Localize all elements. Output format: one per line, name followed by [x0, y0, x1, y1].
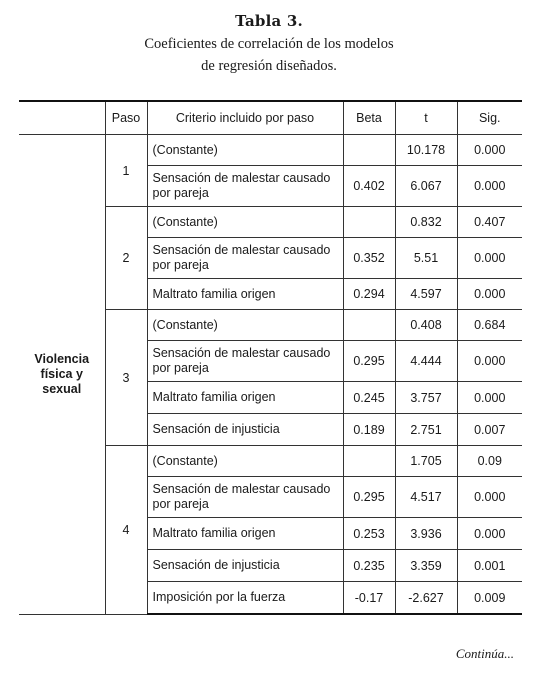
- beta-cell: 0.253: [343, 518, 395, 550]
- beta-cell: 0.235: [343, 550, 395, 582]
- sig-cell: 0.000: [457, 477, 522, 518]
- table-header-row: [19, 101, 522, 135]
- sig-cell: 0.684: [457, 310, 522, 341]
- criterion-cell: (Constante): [147, 446, 343, 477]
- sig-cell: 0.000: [457, 382, 522, 414]
- step-cell: 3: [105, 310, 147, 446]
- t-cell: 0.832: [395, 207, 457, 238]
- criterion-cell: Sensación de malestar causado por pareja: [147, 238, 343, 279]
- sig-cell: 0.007: [457, 414, 522, 446]
- beta-cell: [343, 446, 395, 477]
- column-header-beta: Beta: [343, 101, 395, 135]
- criterion-cell: Maltrato familia origen: [147, 518, 343, 550]
- criterion-cell: (Constante): [147, 135, 343, 166]
- t-cell: 2.751: [395, 414, 457, 446]
- table-subtitle-line2: de regresión diseñados.: [201, 58, 337, 74]
- beta-cell: [343, 135, 395, 166]
- sig-cell: 0.001: [457, 550, 522, 582]
- step-cell: 4: [105, 446, 147, 615]
- t-cell: 4.444: [395, 341, 457, 382]
- column-header-sig: Sig.: [457, 101, 522, 135]
- criterion-cell: Maltrato familia origen: [147, 382, 343, 414]
- column-header-paso: Paso: [105, 101, 147, 135]
- group-label: [19, 135, 105, 615]
- sig-cell: 0.09: [457, 446, 522, 477]
- sig-cell: 0.009: [457, 582, 522, 615]
- beta-cell: [343, 207, 395, 238]
- beta-cell: 0.402: [343, 166, 395, 207]
- t-cell: 6.067: [395, 166, 457, 207]
- t-cell: 1.705: [395, 446, 457, 477]
- t-cell: 10.178: [395, 135, 457, 166]
- beta-cell: 0.295: [343, 341, 395, 382]
- criterion-cell: Sensación de malestar causado por pareja: [147, 166, 343, 207]
- sig-cell: 0.000: [457, 238, 522, 279]
- t-cell: 3.757: [395, 382, 457, 414]
- criterion-cell: Sensación de malestar causado por pareja: [147, 477, 343, 518]
- step-cell: 1: [105, 135, 147, 207]
- t-cell: -2.627: [395, 582, 457, 615]
- sig-cell: 0.000: [457, 341, 522, 382]
- criterion-cell: Sensación de malestar causado por pareja: [147, 341, 343, 382]
- t-cell: 3.936: [395, 518, 457, 550]
- t-cell: 3.359: [395, 550, 457, 582]
- criterion-cell: Imposición por la fuerza: [147, 582, 343, 615]
- column-header-t: t: [395, 101, 457, 135]
- group-label-text: Violencia física y sexual: [34, 351, 90, 396]
- criterion-cell: (Constante): [147, 207, 343, 238]
- step-cell: 2: [105, 207, 147, 310]
- sig-cell: 0.000: [457, 279, 522, 310]
- beta-cell: [343, 310, 395, 341]
- sig-cell: 0.000: [457, 135, 522, 166]
- table-title: Tabla 3.: [235, 12, 303, 30]
- beta-cell: 0.295: [343, 477, 395, 518]
- criterion-cell: Sensación de injusticia: [147, 550, 343, 582]
- correlation-table: [19, 100, 522, 615]
- continued-note: Continúa...: [455, 646, 514, 661]
- t-cell: 4.517: [395, 477, 457, 518]
- beta-cell: 0.189: [343, 414, 395, 446]
- column-header-criterio: Criterio incluido por paso: [147, 101, 343, 135]
- criterion-cell: Maltrato familia origen: [147, 279, 343, 310]
- beta-cell: -0.17: [343, 582, 395, 615]
- column-header-group: [19, 101, 105, 135]
- sig-cell: 0.000: [457, 166, 522, 207]
- table-subtitle-line1: Coeficientes de correlación de los modelos: [144, 36, 394, 52]
- sig-cell: 0.000: [457, 518, 522, 550]
- t-cell: 4.597: [395, 279, 457, 310]
- criterion-cell: (Constante): [147, 310, 343, 341]
- beta-cell: 0.352: [343, 238, 395, 279]
- table-row: [19, 135, 522, 166]
- beta-cell: 0.294: [343, 279, 395, 310]
- t-cell: 5.51: [395, 238, 457, 279]
- t-cell: 0.408: [395, 310, 457, 341]
- criterion-cell: Sensación de injusticia: [147, 414, 343, 446]
- sig-cell: 0.407: [457, 207, 522, 238]
- beta-cell: 0.245: [343, 382, 395, 414]
